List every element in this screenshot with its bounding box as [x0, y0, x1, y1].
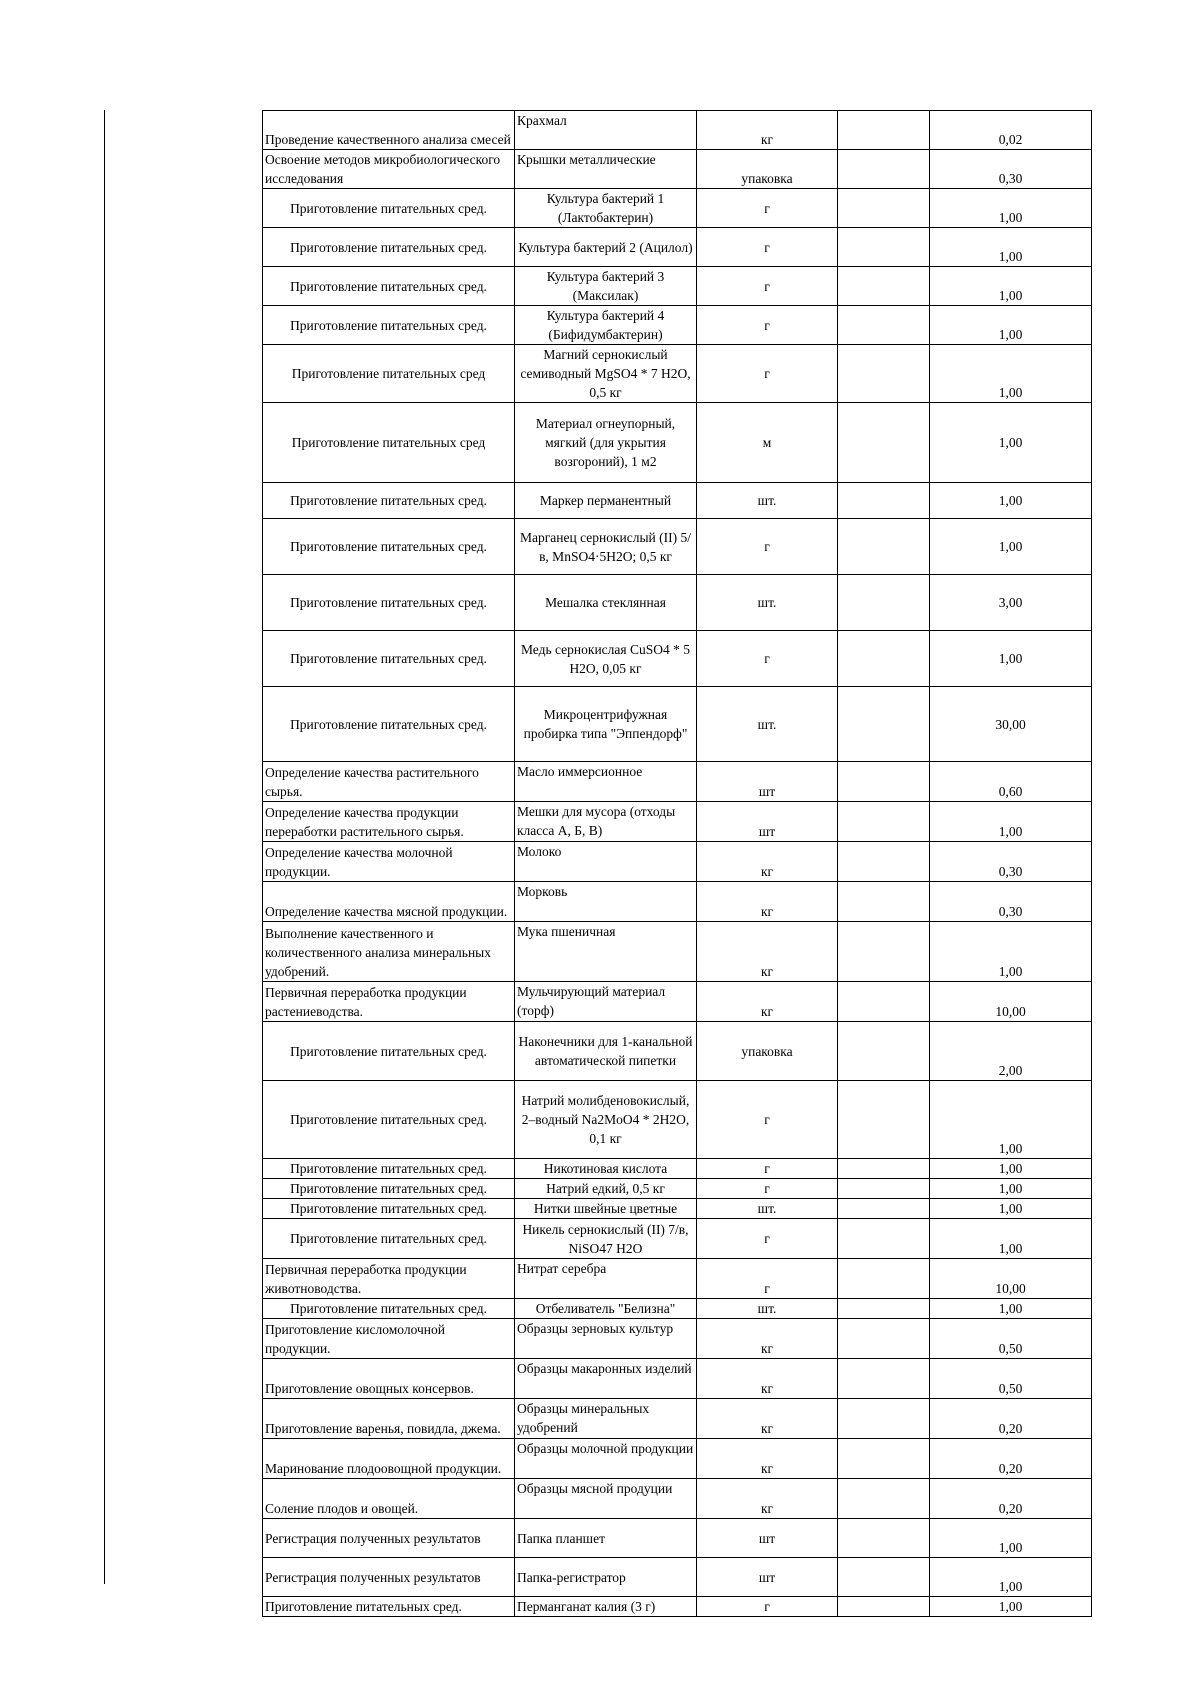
material-cell: Никотиновая кислота	[515, 1159, 697, 1179]
table-row	[263, 982, 1092, 1022]
quantity-cell: 1,00	[930, 345, 1092, 403]
material-cell: Культура бактерий 1 (Лактобактерин)	[515, 189, 697, 228]
activity-cell: Регистрация полученных результатов	[263, 1558, 515, 1597]
material-cell: Мульчирующий материал (торф)	[515, 982, 697, 1022]
unit-cell: кг	[697, 1479, 838, 1519]
empty-cell	[838, 687, 930, 762]
empty-cell	[838, 842, 930, 882]
quantity-cell: 1,00	[930, 1199, 1092, 1219]
table-row	[263, 687, 1092, 762]
activity-cell: Приготовление питательных сред.	[263, 1159, 515, 1179]
unit-cell: г	[697, 1259, 838, 1299]
quantity-cell: 0,20	[930, 1479, 1092, 1519]
quantity-cell: 1,00	[930, 631, 1092, 687]
table-row	[263, 519, 1092, 575]
empty-cell	[838, 922, 930, 982]
unit-cell: шт	[697, 802, 838, 842]
material-cell: Микроцентрифужная пробирка типа "Эппендорф"	[515, 687, 697, 762]
empty-cell	[838, 1022, 930, 1081]
empty-cell	[838, 802, 930, 842]
empty-cell	[838, 631, 930, 687]
empty-cell	[838, 1439, 930, 1479]
material-cell: Маркер перманентный	[515, 483, 697, 519]
empty-cell	[838, 150, 930, 189]
activity-cell: Приготовление питательных сред	[263, 403, 515, 483]
activity-cell: Приготовление питательных сред.	[263, 1081, 515, 1159]
activity-cell: Приготовление питательных сред.	[263, 519, 515, 575]
quantity-cell: 1,00	[930, 519, 1092, 575]
quantity-cell: 30,00	[930, 687, 1092, 762]
unit-cell: г	[697, 345, 838, 403]
quantity-cell: 1,00	[930, 1179, 1092, 1199]
table-row	[263, 1479, 1092, 1519]
unit-cell: г	[697, 1159, 838, 1179]
table-row	[263, 189, 1092, 228]
empty-cell	[838, 762, 930, 802]
activity-cell: Приготовление питательных сред.	[263, 687, 515, 762]
table-row	[263, 1081, 1092, 1159]
material-cell: Крышки металлические	[515, 150, 697, 189]
empty-cell	[838, 1299, 930, 1319]
quantity-cell: 1,00	[930, 922, 1092, 982]
table-row	[263, 762, 1092, 802]
material-cell: Образцы мясной продуции	[515, 1479, 697, 1519]
table-row	[263, 267, 1092, 306]
material-cell: Натрий едкий, 0,5 кг	[515, 1179, 697, 1199]
material-cell: Культура бактерий 2 (Ацилол)	[515, 228, 697, 267]
quantity-cell: 1,00	[930, 189, 1092, 228]
activity-cell: Приготовление питательных сред.	[263, 189, 515, 228]
table-row	[263, 111, 1092, 150]
unit-cell: г	[697, 1597, 838, 1617]
activity-cell: Определение качества растительного сырья.	[263, 762, 515, 802]
activity-cell: Приготовление питательных сред.	[263, 228, 515, 267]
unit-cell: г	[697, 1081, 838, 1159]
empty-cell	[838, 882, 930, 922]
unit-cell: г	[697, 1179, 838, 1199]
unit-cell: кг	[697, 922, 838, 982]
table-row	[263, 631, 1092, 687]
material-cell: Культура бактерий 3 (Максилак)	[515, 267, 697, 306]
material-cell: Никель сернокислый (II) 7/в, NiSO47 H2O	[515, 1219, 697, 1259]
quantity-cell: 0,50	[930, 1319, 1092, 1359]
material-cell: Морковь	[515, 882, 697, 922]
unit-cell: кг	[697, 1319, 838, 1359]
empty-cell	[838, 483, 930, 519]
material-cell: Материал огнеупорный, мягкий (для укрытия возгороний), 1 м2	[515, 403, 697, 483]
table-row	[263, 575, 1092, 631]
material-cell: Перманганат калия (3 г)	[515, 1597, 697, 1617]
empty-cell	[838, 1399, 930, 1439]
unit-cell: г	[697, 267, 838, 306]
unit-cell: шт	[697, 762, 838, 802]
unit-cell: г	[697, 1219, 838, 1259]
activity-cell: Приготовление питательных сред.	[263, 1199, 515, 1219]
table-row	[263, 483, 1092, 519]
empty-cell	[838, 1199, 930, 1219]
empty-cell	[838, 1479, 930, 1519]
quantity-cell: 1,00	[930, 1081, 1092, 1159]
activity-cell: Приготовление питательных сред.	[263, 306, 515, 345]
material-cell: Медь сернокислая CuSO4 * 5 H2O, 0,05 кг	[515, 631, 697, 687]
unit-cell: кг	[697, 982, 838, 1022]
material-cell: Нитки швейные цветные	[515, 1199, 697, 1219]
empty-cell	[838, 111, 930, 150]
material-cell: Мешки для мусора (отходы класса А, Б, В)	[515, 802, 697, 842]
activity-cell: Приготовление питательных сред.	[263, 575, 515, 631]
material-cell: Молоко	[515, 842, 697, 882]
activity-cell: Приготовление питательных сред.	[263, 1022, 515, 1081]
table-row	[263, 150, 1092, 189]
table-row	[263, 842, 1092, 882]
activity-cell: Первичная переработка продукции растениеводства.	[263, 982, 515, 1022]
material-cell: Нитрат серебра	[515, 1259, 697, 1299]
empty-cell	[838, 982, 930, 1022]
activity-cell: Приготовление варенья, повидла, джема.	[263, 1399, 515, 1439]
quantity-cell: 1,00	[930, 483, 1092, 519]
material-cell: Магний сернокислый семиводный MgSO4 * 7 H2O, 0,5 кг	[515, 345, 697, 403]
material-cell: Образцы минеральных удобрений	[515, 1399, 697, 1439]
material-cell: Мука пшеничная	[515, 922, 697, 982]
activity-cell: Определение качества мясной продукции.	[263, 882, 515, 922]
empty-cell	[838, 1219, 930, 1259]
empty-cell	[838, 1159, 930, 1179]
table-row	[263, 403, 1092, 483]
quantity-cell: 0,20	[930, 1399, 1092, 1439]
quantity-cell: 3,00	[930, 575, 1092, 631]
quantity-cell: 0,02	[930, 111, 1092, 150]
empty-cell	[838, 189, 930, 228]
table-row	[263, 1259, 1092, 1299]
activity-cell: Первичная переработка продукции животноводства.	[263, 1259, 515, 1299]
table-row	[263, 922, 1092, 982]
empty-cell	[838, 1597, 930, 1617]
material-cell: Мешалка стеклянная	[515, 575, 697, 631]
quantity-cell: 0,60	[930, 762, 1092, 802]
quantity-cell: 1,00	[930, 1519, 1092, 1558]
material-cell: Папка планшет	[515, 1519, 697, 1558]
activity-cell: Освоение методов микробиологического исследования	[263, 150, 515, 189]
unit-cell: г	[697, 228, 838, 267]
unit-cell: кг	[697, 842, 838, 882]
material-cell: Крахмал	[515, 111, 697, 150]
table-row	[263, 1597, 1092, 1617]
activity-cell: Приготовление питательных сред.	[263, 483, 515, 519]
unit-cell: кг	[697, 111, 838, 150]
quantity-cell: 0,50	[930, 1359, 1092, 1399]
quantity-cell: 0,30	[930, 842, 1092, 882]
table-row	[263, 882, 1092, 922]
activity-cell: Приготовление кисломолочной продукции.	[263, 1319, 515, 1359]
quantity-cell: 2,00	[930, 1022, 1092, 1081]
unit-cell: шт.	[697, 1299, 838, 1319]
left-margin-line	[104, 110, 105, 1584]
empty-cell	[838, 228, 930, 267]
table-row	[263, 1199, 1092, 1219]
unit-cell: шт.	[697, 575, 838, 631]
unit-cell: кг	[697, 1399, 838, 1439]
quantity-cell: 1,00	[930, 1558, 1092, 1597]
material-cell: Культура бактерий 4 (Бифидумбактерин)	[515, 306, 697, 345]
empty-cell	[838, 1081, 930, 1159]
unit-cell: г	[697, 631, 838, 687]
quantity-cell: 1,00	[930, 267, 1092, 306]
table-row	[263, 1558, 1092, 1597]
unit-cell: шт.	[697, 483, 838, 519]
material-cell: Папка-регистратор	[515, 1558, 697, 1597]
unit-cell: кг	[697, 882, 838, 922]
activity-cell: Регистрация полученных результатов	[263, 1519, 515, 1558]
empty-cell	[838, 1519, 930, 1558]
quantity-cell: 0,20	[930, 1439, 1092, 1479]
empty-cell	[838, 519, 930, 575]
quantity-cell: 1,00	[930, 228, 1092, 267]
unit-cell: упаковка	[697, 1022, 838, 1081]
materials-table	[262, 110, 1092, 1617]
table-row	[263, 345, 1092, 403]
unit-cell: шт	[697, 1558, 838, 1597]
table-row	[263, 1159, 1092, 1179]
empty-cell	[838, 1179, 930, 1199]
quantity-cell: 10,00	[930, 1259, 1092, 1299]
activity-cell: Приготовление питательных сред.	[263, 1597, 515, 1617]
activity-cell: Приготовление питательных сред.	[263, 1179, 515, 1199]
table-row	[263, 1299, 1092, 1319]
activity-cell: Соление плодов и овощей.	[263, 1479, 515, 1519]
unit-cell: г	[697, 189, 838, 228]
material-cell: Масло иммерсионное	[515, 762, 697, 802]
quantity-cell: 1,00	[930, 1299, 1092, 1319]
activity-cell: Приготовление питательных сред.	[263, 631, 515, 687]
activity-cell: Приготовление питательных сред.	[263, 1219, 515, 1259]
quantity-cell: 1,00	[930, 1159, 1092, 1179]
activity-cell: Приготовление питательных сред	[263, 345, 515, 403]
table-row	[263, 1022, 1092, 1081]
empty-cell	[838, 1558, 930, 1597]
quantity-cell: 1,00	[930, 306, 1092, 345]
material-cell: Марганец сернокислый (II) 5/в, MnSO4·5H2O; 0,5 кг	[515, 519, 697, 575]
material-cell: Отбеливатель "Белизна"	[515, 1299, 697, 1319]
unit-cell: упаковка	[697, 150, 838, 189]
quantity-cell: 1,00	[930, 1219, 1092, 1259]
unit-cell: шт.	[697, 1199, 838, 1219]
activity-cell: Выполнение качественного и количественного анализа минеральных удобрений.	[263, 922, 515, 982]
activity-cell: Проведение качественного анализа смесей	[263, 111, 515, 150]
unit-cell: кг	[697, 1439, 838, 1479]
table-row	[263, 802, 1092, 842]
empty-cell	[838, 575, 930, 631]
material-cell: Натрий молибденовокислый, 2–водный Na2MoO4 * 2H2O, 0,1 кг	[515, 1081, 697, 1159]
empty-cell	[838, 403, 930, 483]
empty-cell	[838, 306, 930, 345]
table-row	[263, 1359, 1092, 1399]
empty-cell	[838, 267, 930, 306]
activity-cell: Приготовление овощных консервов.	[263, 1359, 515, 1399]
table-row	[263, 1399, 1092, 1439]
activity-cell: Приготовление питательных сред.	[263, 267, 515, 306]
quantity-cell: 1,00	[930, 403, 1092, 483]
unit-cell: м	[697, 403, 838, 483]
unit-cell: шт.	[697, 687, 838, 762]
table-row	[263, 1319, 1092, 1359]
empty-cell	[838, 345, 930, 403]
activity-cell: Приготовление питательных сред.	[263, 1299, 515, 1319]
empty-cell	[838, 1259, 930, 1299]
quantity-cell: 10,00	[930, 982, 1092, 1022]
material-cell: Образцы зерновых культур	[515, 1319, 697, 1359]
activity-cell: Определение качества продукции переработки растительного сырья.	[263, 802, 515, 842]
material-cell: Образцы макаронных изделий	[515, 1359, 697, 1399]
unit-cell: г	[697, 306, 838, 345]
unit-cell: кг	[697, 1359, 838, 1399]
activity-cell: Определение качества молочной продукции.	[263, 842, 515, 882]
material-cell: Образцы молочной продукции	[515, 1439, 697, 1479]
empty-cell	[838, 1319, 930, 1359]
table-row	[263, 1439, 1092, 1479]
material-cell: Наконечники для 1-канальной автоматической пипетки	[515, 1022, 697, 1081]
quantity-cell: 0,30	[930, 882, 1092, 922]
quantity-cell: 1,00	[930, 802, 1092, 842]
table-row	[263, 1519, 1092, 1558]
table-row	[263, 1219, 1092, 1259]
empty-cell	[838, 1359, 930, 1399]
quantity-cell: 1,00	[930, 1597, 1092, 1617]
table-row	[263, 228, 1092, 267]
unit-cell: г	[697, 519, 838, 575]
table-row	[263, 306, 1092, 345]
unit-cell: шт	[697, 1519, 838, 1558]
table-row	[263, 1179, 1092, 1199]
activity-cell: Маринование плодоовощной продукции.	[263, 1439, 515, 1479]
quantity-cell: 0,30	[930, 150, 1092, 189]
